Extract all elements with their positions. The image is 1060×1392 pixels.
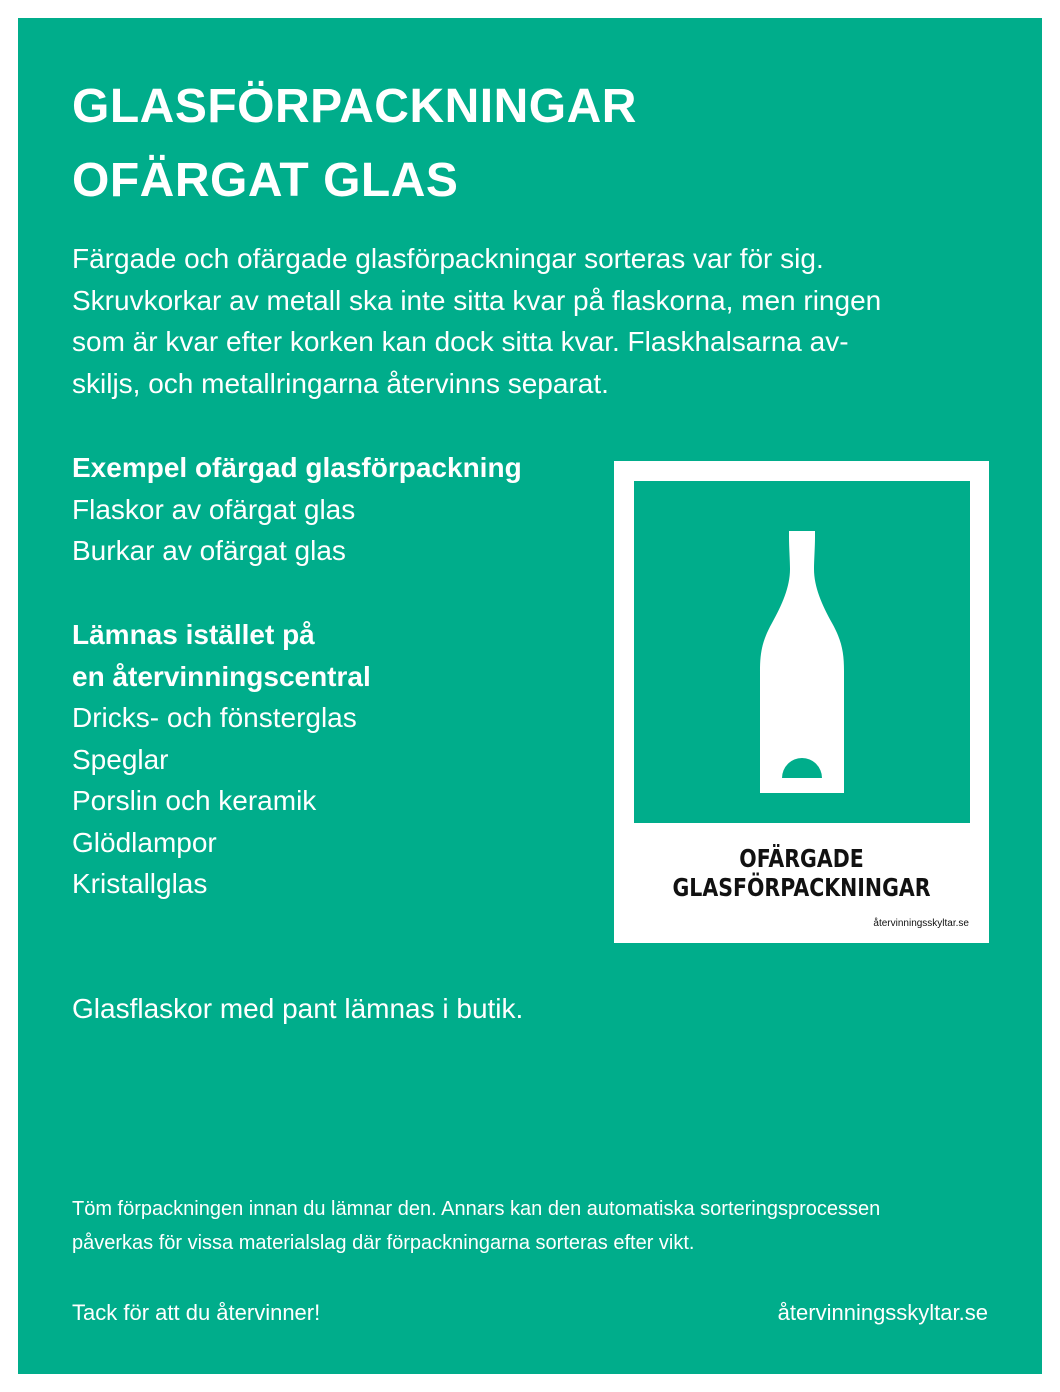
title-line-1: GLASFÖRPACKNINGAR [72, 80, 637, 133]
list-item: Dricks- och fönsterglas [72, 702, 357, 733]
intro-line: som är kvar efter korken kan dock sitta kvar. Flaskhalsarna av- [72, 326, 849, 357]
deposit-note: Glasflaskor med pant lämnas i butik. [72, 993, 524, 1024]
examples-heading: Exempel ofärgad glasförpackning [72, 452, 522, 483]
recycling-center-section [72, 614, 371, 905]
website-text: återvinningsskyltar.se [777, 1300, 988, 1325]
thanks-text: Tack för att du återvinner! [72, 1300, 321, 1325]
examples-section [72, 447, 522, 572]
footnote-line-2: påverkas för vissa materialslag där förpackningarna sorteras efter vikt. [72, 1232, 695, 1254]
bottle-shape [760, 531, 844, 793]
sign-pictogram [634, 481, 970, 823]
list-item: Glödlampor [72, 826, 217, 858]
sign-label [648, 844, 956, 902]
list-item: Porslin och keramik [72, 785, 317, 816]
recycling-sign [614, 461, 989, 943]
recycling-center-heading-line-1: Lämnas istället på [72, 619, 315, 650]
list-item: Flaskor av ofärgat glas [72, 493, 356, 525]
sign-label-line-2: GLASFÖRPACKNINGAR [672, 873, 931, 902]
page-title [72, 70, 637, 218]
list-item: Kristallglas [72, 868, 208, 899]
intro-line: Skruvkorkar av metall ska inte sitta kvar på flaskorna, men ringen [72, 284, 882, 316]
footnote-line-1: Töm förpackningen innan du lämnar den. Annars kan den automatiska sorteringsprocessen [72, 1198, 881, 1220]
info-poster [18, 18, 1042, 1374]
title-line-2: OFÄRGAT GLAS [72, 154, 459, 207]
sign-label-line-1: OFÄRGADE [739, 844, 864, 873]
intro-paragraph [72, 238, 1012, 404]
recycling-center-heading-line-2: en återvinningscentral [72, 660, 371, 692]
sign-website: återvinningsskyltar.se [873, 918, 969, 929]
intro-line: skiljs, och metallringarna återvinns separat. [72, 367, 609, 399]
list-item: Burkar av ofärgat glas [72, 535, 346, 566]
footnote [72, 1192, 880, 1260]
list-item: Speglar [72, 743, 169, 775]
intro-line: Färgade och ofärgade glasförpackningar sorteras var för sig. [72, 243, 824, 274]
bottle-icon [634, 481, 970, 823]
